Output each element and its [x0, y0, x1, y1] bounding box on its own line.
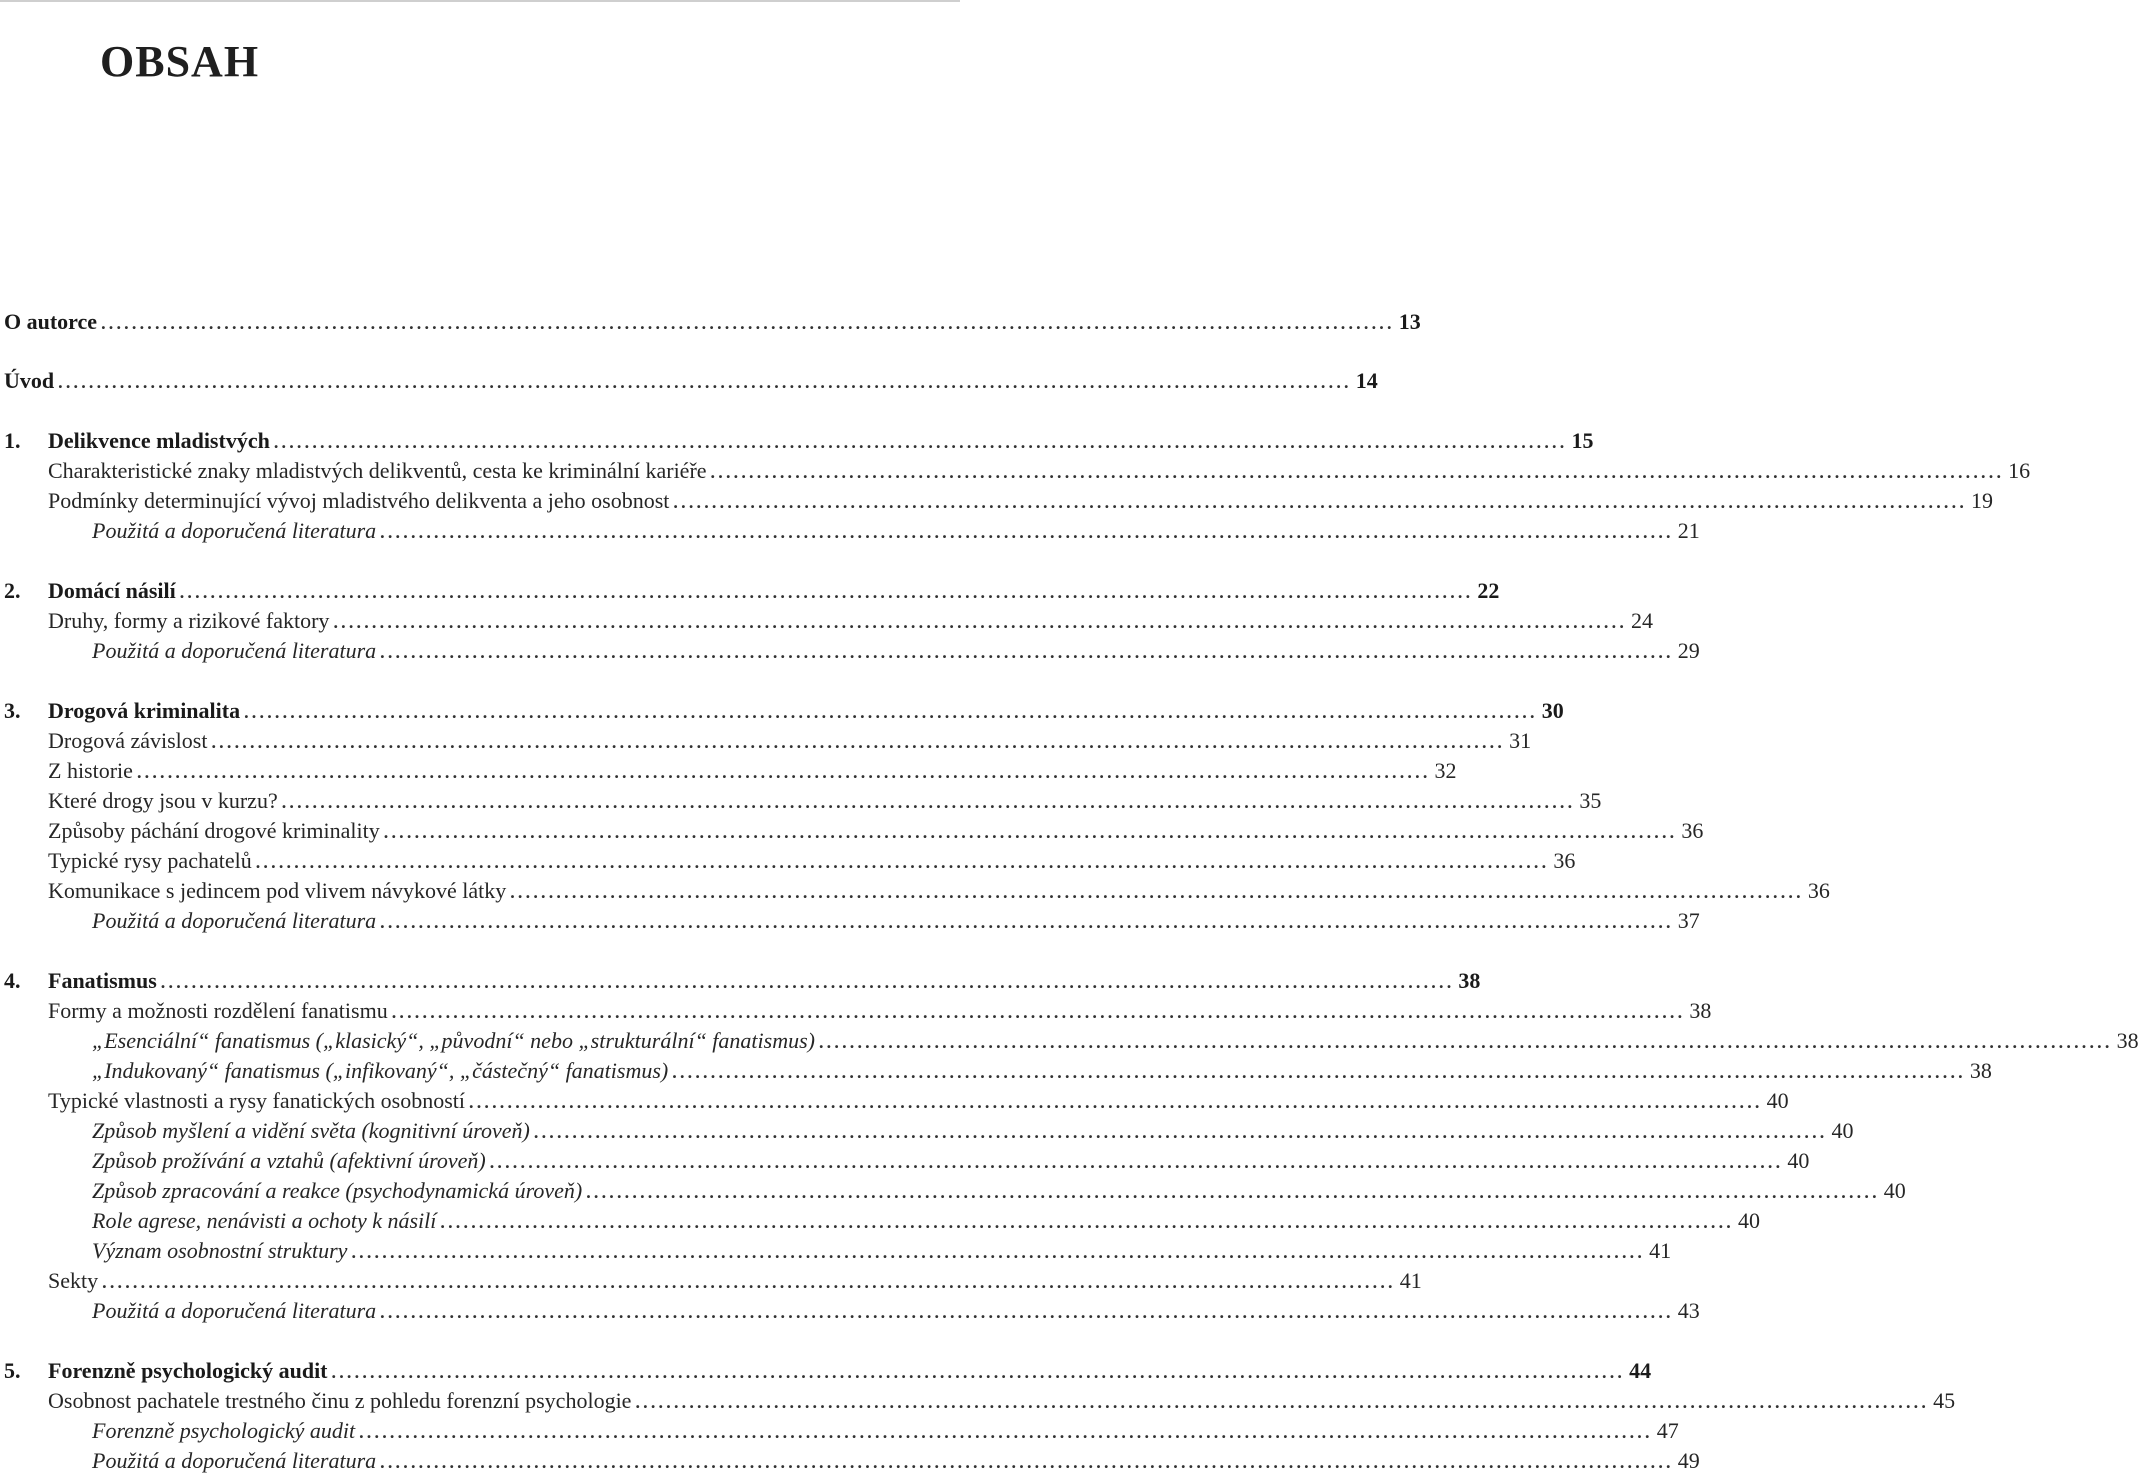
toc-entry-title: Způsob prožívání a vztahů (afektivní úroveň) — [92, 1148, 486, 1173]
page-number: 24 — [1631, 608, 1654, 633]
chapter-number: 5. — [4, 1358, 21, 1383]
page-number: 29 — [1677, 638, 1700, 663]
toc-entry-title: Význam osobnostní struktury — [92, 1238, 348, 1263]
page-number: 19 — [1971, 488, 1994, 513]
dot-leader: ........................................................................................................................................................................ — [211, 732, 1506, 752]
page-number: 47 — [1656, 1418, 1679, 1443]
dot-leader: ........................................................................................................................................................................ — [380, 642, 1674, 662]
page-number: 35 — [1579, 788, 1602, 813]
dot-leader: ........................................................................................................................................................................ — [469, 1092, 1763, 1112]
toc-entry-title: Použitá a doporučená literatura — [92, 1448, 377, 1473]
toc-entry-title: Forenzně psychologický audit — [48, 1358, 328, 1383]
page-number: 38 — [1689, 998, 1712, 1023]
page-number: 38 — [1969, 1058, 1992, 1083]
toc-entry[interactable] — [0, 756, 1457, 786]
toc-entry-title: O autorce — [4, 309, 98, 334]
dot-leader: ........................................................................................................................................................................ — [255, 852, 1550, 872]
toc-entry[interactable] — [0, 696, 1564, 726]
dot-leader: ........................................................................................................................................................................ — [383, 822, 1678, 842]
dot-leader: ........................................................................................................................................................................ — [440, 1212, 1734, 1232]
toc-entry-title: Použitá a doporučená literatura — [92, 1298, 377, 1323]
toc-entry[interactable] — [0, 1086, 1789, 1116]
page-number: 49 — [1677, 1448, 1700, 1473]
toc-entry-title: Použitá a doporučená literatura — [92, 638, 377, 663]
toc-entry-title: Způsoby páchání drogové kriminality — [48, 818, 380, 843]
page-number: 22 — [1477, 578, 1500, 603]
toc-entry-title: Charakteristické znaky mladistvých delikventů, cesta ke kriminální kariéře — [48, 458, 707, 483]
page-number: 21 — [1677, 518, 1700, 543]
toc-entry-title: Forenzně psychologický audit — [92, 1418, 356, 1443]
toc-entry[interactable] — [0, 606, 1654, 636]
chapter-number: 3. — [4, 698, 21, 723]
dot-leader: ........................................................................................................................................................................ — [380, 1302, 1674, 1322]
page-number: 43 — [1677, 1298, 1700, 1323]
toc-entry[interactable] — [0, 966, 1481, 996]
toc-entry-title: Drogová kriminalita — [48, 698, 241, 723]
toc-entry-title: Role agrese, nenávisti a ochoty k násilí — [92, 1208, 437, 1233]
toc-entry[interactable] — [0, 816, 1704, 846]
page-number: 40 — [1883, 1178, 1906, 1203]
dot-leader: ........................................................................................................................................................................ — [136, 762, 1431, 782]
toc-entry-title: Způsob zpracování a reakce (psychodynamická úroveň) — [92, 1178, 583, 1203]
toc-entry-title: Komunikace s jedincem pod vlivem návykové látky — [48, 878, 507, 903]
page-number: 32 — [1434, 758, 1457, 783]
toc-entry[interactable] — [0, 1356, 1652, 1386]
toc-entry[interactable] — [0, 786, 1602, 816]
toc-entry[interactable] — [0, 1296, 1700, 1326]
toc-entry-title: Fanatismus — [48, 968, 157, 993]
dot-leader: ........................................................................................................................................................................ — [273, 432, 1568, 452]
dot-leader: ........................................................................................................................................................................ — [102, 1272, 1396, 1292]
dot-leader: ........................................................................................................................................................................ — [672, 1062, 1966, 1082]
toc-entry[interactable] — [0, 1026, 2139, 1056]
page-number: 41 — [1399, 1268, 1422, 1293]
toc-entry[interactable] — [0, 1236, 1672, 1266]
toc-entry[interactable] — [0, 1206, 1760, 1236]
toc-entry[interactable] — [0, 1146, 1810, 1176]
toc-entry-title: „Esenciální“ fanatismus („klasický“, „původní“ nebo „strukturální“ fanatismus) — [92, 1028, 815, 1053]
toc-entry-title: Formy a možnosti rozdělení fanatismu — [48, 998, 388, 1023]
toc-entry-title: Osobnost pachatele trestného činu z pohledu forenzní psychologie — [48, 1388, 632, 1413]
page-number: 38 — [2116, 1028, 2139, 1053]
dot-leader: ........................................................................................................................................................................ — [281, 792, 1576, 812]
page-number: 40 — [1831, 1118, 1854, 1143]
dot-leader: ........................................................................................................................................................................ — [359, 1422, 1653, 1442]
toc-entry[interactable] — [0, 366, 1378, 396]
toc-entry[interactable] — [0, 726, 1532, 756]
toc-entry-title: Typické vlastnosti a rysy fanatických osobností — [48, 1088, 465, 1113]
toc-entry-title: Drogová závislost — [48, 728, 208, 753]
page-number: 30 — [1541, 698, 1564, 723]
toc-entry-title: „Indukovaný“ fanatismus („infikovaný“, „částečný“ fanatismus) — [92, 1058, 669, 1083]
toc-entry[interactable] — [0, 1116, 1854, 1146]
page-number: 15 — [1571, 428, 1594, 453]
chapter-number: 1. — [4, 428, 21, 453]
dot-leader: ........................................................................................................................................................................ — [380, 1452, 1674, 1472]
toc-entry[interactable] — [0, 516, 1700, 546]
page-number: 14 — [1355, 368, 1378, 393]
toc-entry-title: Sekty — [48, 1268, 99, 1293]
page-number: 16 — [2008, 458, 2031, 483]
dot-leader: ........................................................................................................................................................................ — [391, 1002, 1686, 1022]
toc-entry-title: Které drogy jsou v kurzu? — [48, 788, 278, 813]
page-number: 13 — [1398, 309, 1421, 334]
dot-leader: ........................................................................................................................................................................ — [160, 972, 1455, 992]
dot-leader: ........................................................................................................................................................................ — [586, 1182, 1880, 1202]
toc-entry-title: Způsob myšlení a vidění světa (kognitivní úroveň) — [92, 1118, 530, 1143]
dot-leader: ........................................................................................................................................................................ — [380, 912, 1674, 932]
dot-leader: ........................................................................................................................................................................ — [533, 1122, 1828, 1142]
toc-entry-title: Úvod — [4, 368, 55, 393]
page-number: 41 — [1649, 1238, 1672, 1263]
dot-leader: ........................................................................................................................................................................ — [710, 462, 2005, 482]
toc-entry-title: Delikvence mladistvých — [48, 428, 270, 453]
toc-entry[interactable] — [0, 1266, 1422, 1296]
toc-entry[interactable] — [0, 1446, 1700, 1476]
page-number: 36 — [1807, 878, 1830, 903]
page-number: 40 — [1738, 1208, 1760, 1233]
toc-entry-title: Typické rysy pachatelů — [48, 848, 252, 873]
toc-entry[interactable] — [0, 1176, 1906, 1206]
toc-entry-title: Podmínky determinující vývoj mladistvého delikventa a jeho osobnost — [48, 488, 670, 513]
toc-entry[interactable] — [0, 456, 2031, 486]
toc-entry-title: Použitá a doporučená literatura — [92, 518, 377, 543]
toc-entry[interactable] — [0, 426, 1594, 456]
toc-entry-title: Druhy, formy a rizikové faktory — [48, 608, 330, 633]
page-number: 44 — [1629, 1358, 1652, 1383]
toc-entry-title: Z historie — [48, 758, 133, 783]
dot-leader: ........................................................................................................................................................................ — [380, 522, 1674, 542]
toc-entry-title: Domácí násilí — [48, 578, 176, 603]
dot-leader: ........................................................................................................................................................................ — [635, 1392, 1930, 1412]
dot-leader: ........................................................................................................................................................................ — [510, 882, 1804, 902]
page-number: 36 — [1681, 818, 1704, 843]
page-title: OBSAH — [100, 37, 260, 86]
toc-entry[interactable] — [0, 636, 1700, 666]
page-number: 37 — [1677, 908, 1700, 933]
dot-leader: ........................................................................................................................................................................ — [101, 313, 1395, 333]
dot-leader: ........................................................................................................................................................................ — [333, 612, 1628, 632]
toc-entry[interactable] — [0, 906, 1700, 936]
chapter-number: 2. — [4, 578, 21, 603]
dot-leader: ........................................................................................................................................................................ — [331, 1362, 1626, 1382]
page-number: 38 — [1458, 968, 1481, 993]
dot-leader: ........................................................................................................................................................................ — [58, 372, 1352, 392]
toc-entry[interactable] — [0, 1386, 1956, 1416]
toc-entry[interactable] — [0, 1056, 1992, 1086]
dot-leader: ........................................................................................................................................................................ — [673, 492, 1968, 512]
dot-leader: ........................................................................................................................................................................ — [244, 702, 1538, 722]
toc-entry[interactable] — [0, 1416, 1679, 1446]
toc-entry-title: Použitá a doporučená literatura — [92, 908, 377, 933]
dot-leader: ........................................................................................................................................................................ — [489, 1152, 1784, 1172]
dot-leader: ........................................................................................................................................................................ — [351, 1242, 1646, 1262]
page-number: 31 — [1509, 728, 1532, 753]
toc-entry[interactable] — [0, 876, 1830, 906]
chapter-number: 4. — [4, 968, 21, 993]
page-number: 45 — [1933, 1388, 1956, 1413]
page-number: 40 — [1787, 1148, 1810, 1173]
dot-leader: ........................................................................................................................................................................ — [818, 1032, 2113, 1052]
dot-leader: ........................................................................................................................................................................ — [179, 582, 1474, 602]
toc-entry[interactable] — [0, 307, 1421, 337]
toc-entry[interactable] — [0, 486, 1994, 516]
toc-entry[interactable] — [0, 576, 1500, 606]
toc-entry[interactable] — [0, 996, 1712, 1026]
page-number: 36 — [1553, 848, 1576, 873]
toc-entry[interactable] — [0, 846, 1576, 876]
page-number: 40 — [1766, 1088, 1789, 1113]
